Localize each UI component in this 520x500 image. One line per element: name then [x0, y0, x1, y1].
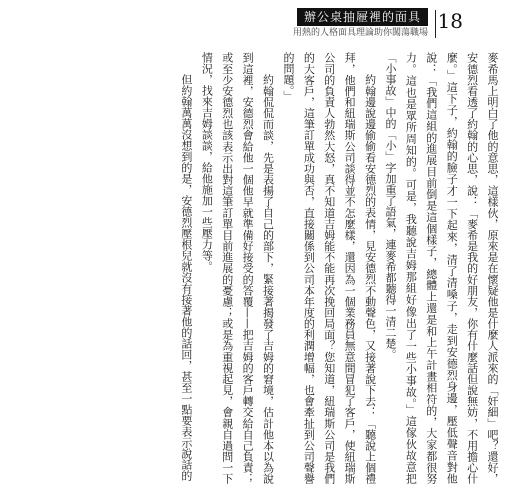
running-header: [292, 8, 428, 42]
page-number: 18: [437, 9, 463, 33]
book-subtitle: 用熱的人格面具理論助你闖蕩職場: [292, 28, 428, 38]
paragraph: 麥希馬上明白了他的意思，這樣伙，原來是在懷疑他是什麼人派來的「奸細」吧？還好，安德烈看透了約翰的心思，說：「麥希是我的好朋友，你有什麼話但說無妨，不用擔心什麼。」這下子，約翰的臉子才一下起來，清了清嗓子，走到安德烈身邊，壓低聲音對他說：「我們這組的進展目前倒是這個樣子，總體上還是和上午計畫相符的，大家都很努力。這也是眾所周知的。可是，我聽說吉姆那組好像出了一些小事故。」這傢伙故意把「小事故」中的「小」字加重了語氣，連麥希都聽得一清二楚。: [383, 52, 499, 484]
chapter-title: 辦公桌抽屜裡的面具: [297, 8, 428, 26]
paragraph: 但約翰萬萬沒想到的是，安德烈壓根兒就沒有接著他的話回，甚至一點要表示說話的: [179, 74, 193, 481]
header-divider: [435, 10, 436, 38]
body-text: [42, 52, 502, 484]
paragraph: 約翰侃侃而談，先是表揚了自己的部下，緊接著揭發了吉姆的窘境，估計他本以為說到這裡，安德烈會給他一個他早就準備好接受的答覆——把吉姆的客戶轉交給自己負責；或至少安德烈也該表示出對這筆訂單目前進展的憂慮；或是為重視起見，會親自過問一下情況，找來吉姆談談，給他施加一些壓力等。: [200, 52, 275, 484]
paragraph: 約翰邊說邊偷偷看安德烈的表情，見安德烈不動聲色，又接著說下去：「聽說上個禮拜，他們和紐瑞斯公司談得並不怎麼樣，還因為一個業務員無意間冒犯了客戶，使紐瑞斯公司的負責人勃然大怒，真不知道吉姆能不能再次挽回局面？您知道，紐瑞斯公司是我們的大客戶，這筆訂單成功與否，直接關係到公司本年度的利潤增幅，也會牽扯到公司聲譽的問題。」: [281, 52, 377, 484]
